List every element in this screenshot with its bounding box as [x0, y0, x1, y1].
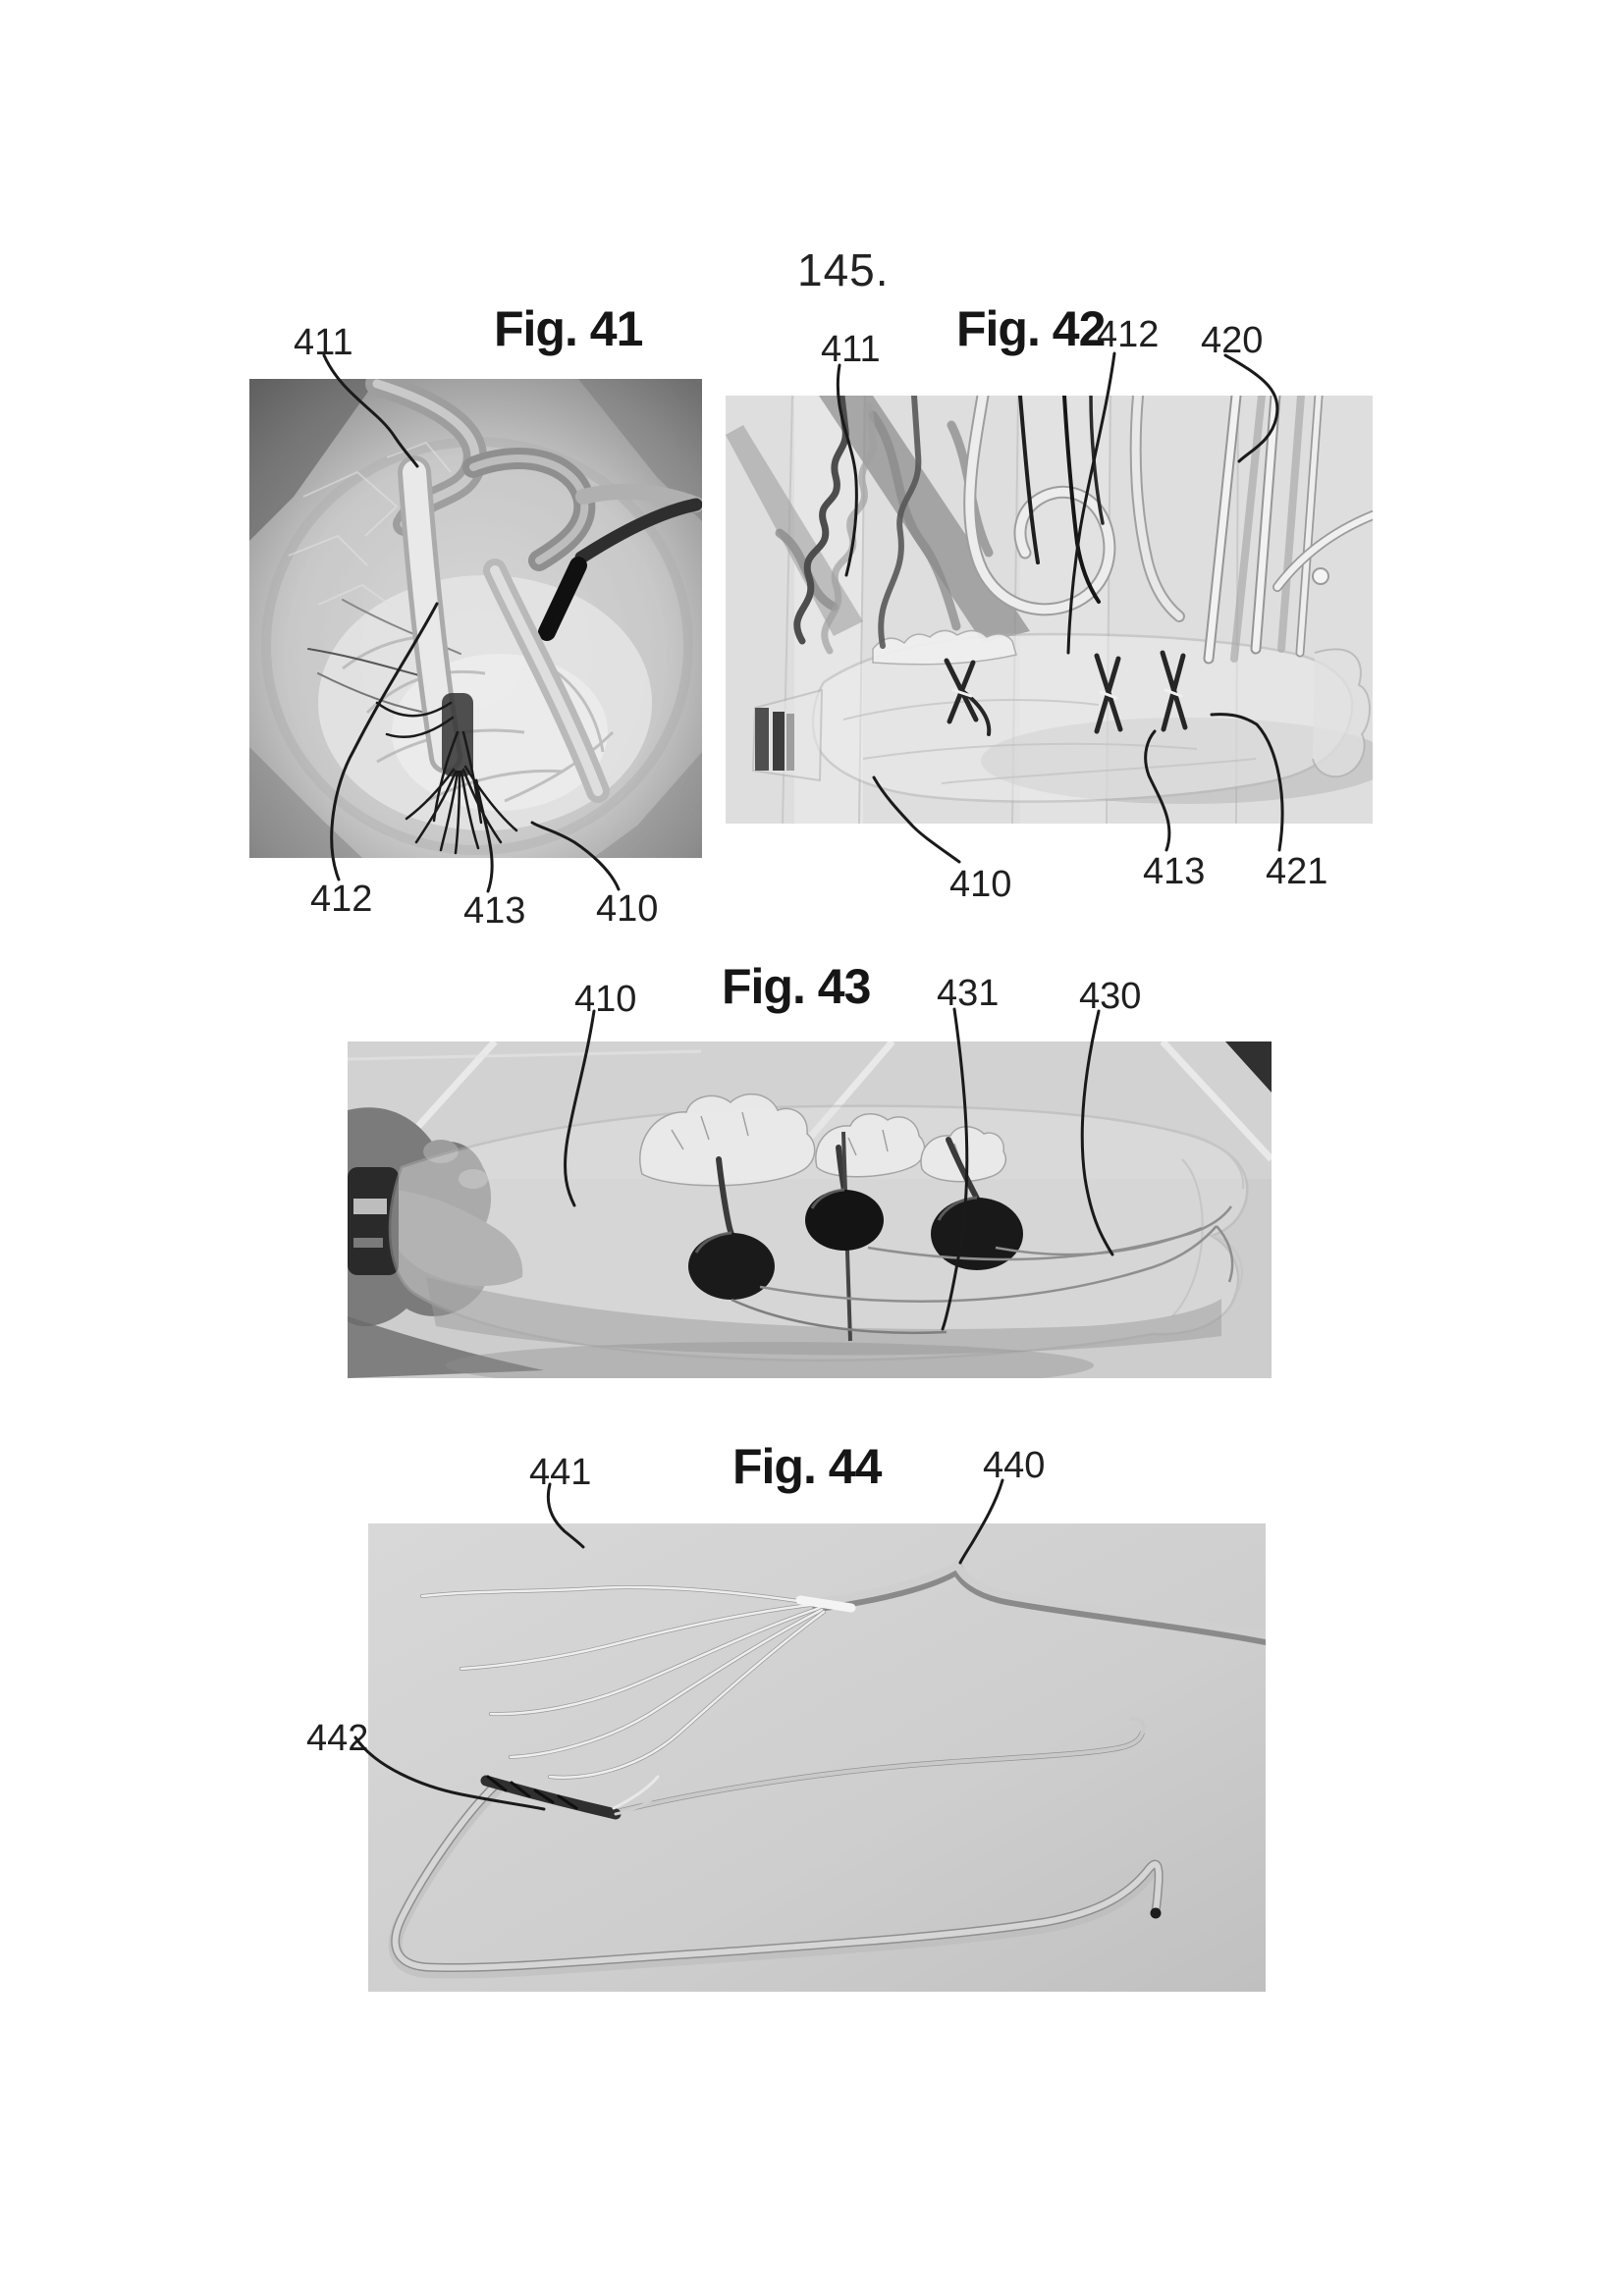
- fig41-ref-410: 410: [596, 888, 659, 930]
- fig44-title: Fig. 44: [732, 1439, 882, 1494]
- fig43-ref-431: 431: [937, 973, 1000, 1014]
- fig41-ref-413: 413: [463, 890, 526, 932]
- fig44-ref-440: 440: [983, 1445, 1046, 1486]
- fig42-ref-412: 412: [1097, 314, 1160, 355]
- fig43-title: Fig. 43: [722, 959, 871, 1014]
- fig42-ref-410: 410: [949, 864, 1012, 905]
- fig41-ref-412: 412: [310, 879, 373, 920]
- fig44-ref-441: 441: [529, 1452, 592, 1493]
- fig42-ref-413: 413: [1143, 851, 1206, 892]
- page-number: 145.: [797, 244, 890, 295]
- fig44-ref-442: 442: [306, 1718, 369, 1759]
- fig41-title: Fig. 41: [494, 301, 643, 356]
- fig42-ref-420: 420: [1201, 320, 1264, 361]
- fig42-photo: [726, 396, 1373, 824]
- fig43-ref-430: 430: [1079, 976, 1142, 1017]
- fig43-ref-410: 410: [574, 979, 637, 1020]
- fig42-ref-421: 421: [1266, 851, 1328, 892]
- fig44-photo: [368, 1523, 1266, 1992]
- fig41-photo: [249, 379, 702, 858]
- fig42-ref-411: 411: [821, 329, 881, 370]
- fig42-title: Fig. 42: [956, 301, 1106, 356]
- fig41-ref-411: 411: [294, 322, 353, 363]
- fig43-photo: [348, 1041, 1272, 1378]
